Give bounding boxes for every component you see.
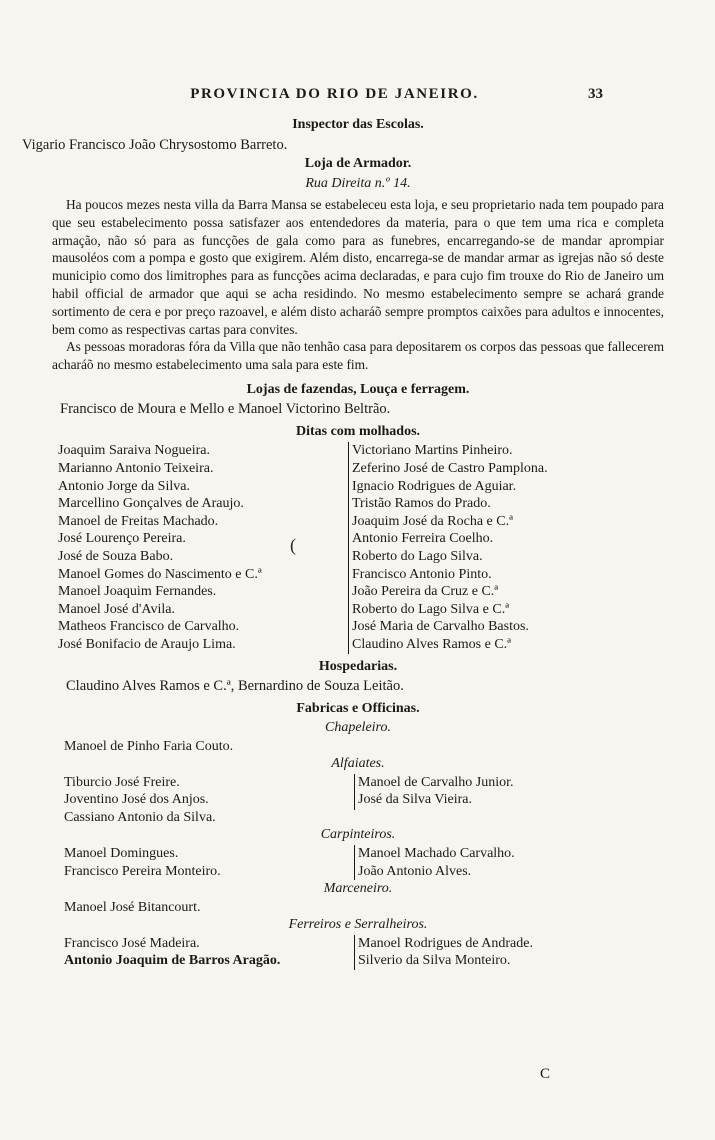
running-title: PROVINCIA DO RIO DE JANEIRO. (190, 86, 479, 102)
list-item: Claudino Alves Ramos e C.ª (352, 637, 512, 652)
lojas-fazendas-title: Lojas de fazendas, Louça e ferragem. (246, 381, 470, 397)
alfaiates-left-column (64, 774, 354, 827)
alfaiates-label: Alfaiates. (331, 756, 385, 772)
list-item: José Maria de Carvalho Bastos. (352, 619, 529, 635)
page-number: 33 (588, 86, 603, 102)
list-item: Joaquim Saraiva Nogueira. (58, 443, 211, 459)
list-item: Victoriano Martins Pinheiro. (352, 443, 513, 459)
carpinteiros-left-column (64, 845, 354, 880)
loja-armador-paragraph-2: As pessoas moradoras fóra da Villa que não tenhão casa para depositarem os corpos das pessoas que fallecerem acharáõ no mesmo estabelecimento uma sala para este fim. (52, 339, 664, 373)
list-item: Francisco Pereira Monteiro. (64, 863, 221, 879)
alfaiates-columns (52, 774, 664, 827)
loja-armador-title: Loja de Armador. (304, 156, 412, 171)
list-item: Matheos Francisco de Carvalho. (58, 619, 240, 635)
carpinteiros-right-column (354, 845, 515, 880)
ditas-molhados-right-column (348, 442, 664, 653)
bracket-mark: ( (290, 535, 296, 555)
page-header (0, 86, 715, 106)
inspector-name: Vigario Francisco João Chrysostomo Barreto. (22, 136, 288, 153)
loja-armador-paragraph-1: Ha poucos mezes nesta villa da Barra Mansa se estabeleceu esta loja, e seu proprietario nada tem poupado para que seu estabelecimento possa satisfazer aos entendedores da materia, para o que tem uma rica e completa armação, não só para as funcções de gala como para as funebres, encarregando-se de mandar aprompiar mausoléos com a pompa e gosto que exigirem. Além disto, encarrega-se de mandar armar as igrejas não só deste municipio como dos limitrophes para as funcções acima declaradas, e para cujo fim trouxe do Rio de Janeiro um habil official de armador que aqui se acha residindo. No mesmo estabelecimento sempre se achará grande sortimento de cera e por preço razoavel, e além disto acharáõ sempre promptos caixões para adultos e innocentes, bem como as respectivas cartas para convites. (52, 197, 664, 337)
ditas-molhados-columns (52, 442, 664, 653)
list-item: Manoel de Carvalho Junior. (358, 774, 514, 790)
list-item: Tristão Ramos do Prado. (352, 496, 491, 512)
ferreiros-left-column (64, 935, 354, 970)
list-item: Manoel de Freitas Machado. (58, 513, 219, 529)
list-item: Manoel José d'Avila. (58, 601, 175, 617)
list-item: José de Souza Babo. (58, 549, 174, 565)
list-item: José Lourenço Pereira. (58, 531, 186, 547)
list-item: Marcellino Gonçalves de Araujo. (58, 496, 244, 512)
hospedarias-title: Hospedarias. (318, 658, 398, 674)
list-item: Roberto do Lago Silva e C.ª (352, 601, 510, 617)
list-item: Francisco José Madeira. (64, 935, 200, 951)
list-item: Manoel Domingues. (64, 845, 179, 861)
hospedarias-line: Claudino Alves Ramos e C.ª, Bernardino de Souza Leitão. (66, 678, 404, 695)
page-body (22, 115, 664, 970)
list-item: Manoel Gomes do Nascimento e C.ª (58, 566, 262, 582)
list-item: Roberto do Lago Silva. (352, 549, 483, 565)
inspector-title: Inspector das Escolas. (292, 117, 424, 132)
marceneiro-label: Marceneiro. (323, 881, 393, 897)
ferreiros-columns (52, 935, 664, 970)
list-item: Ignacio Rodrigues de Aguiar. (352, 478, 517, 494)
ditas-molhados-title: Ditas com molhados. (295, 423, 421, 439)
ferreiros-right-column (354, 935, 533, 970)
carpinteiros-columns (52, 845, 664, 880)
carpinteiros-label: Carpinteiros. (320, 827, 396, 843)
list-item: Antonio Ferreira Coelho. (352, 531, 494, 547)
list-item: Manoel Machado Carvalho. (358, 845, 515, 861)
alfaiates-right-column (354, 774, 514, 810)
list-item: Marianno Antonio Teixeira. (58, 461, 214, 477)
fabricas-title: Fabricas e Officinas. (296, 700, 420, 716)
list-item: José Bonifacio de Araujo Lima. (58, 637, 236, 652)
list-item: Francisco Antonio Pinto. (352, 566, 492, 582)
loja-armador-address: Rua Direita n.º 14. (305, 175, 411, 191)
list-item: Antonio Jorge da Silva. (58, 478, 190, 494)
ferreiros-label: Ferreiros e Serralheiros. (288, 917, 428, 933)
list-item: Tiburcio José Freire. (64, 774, 180, 790)
list-item: Zeferino José de Castro Pamplona. (352, 461, 548, 477)
list-item: Joventino José dos Anjos. (64, 792, 209, 808)
list-item: João Antonio Alves. (358, 863, 472, 879)
list-item: Joaquim José da Rocha e C.ª (352, 513, 513, 529)
list-item: Manoel Joaquim Fernandes. (58, 584, 217, 600)
chapeleiro-line: Manoel de Pinho Faria Couto. (64, 738, 234, 754)
list-item: José da Silva Vieira. (358, 792, 472, 808)
marceneiro-line: Manoel José Bitancourt. (64, 899, 201, 915)
list-item: João Pereira da Cruz e C.ª (352, 584, 499, 600)
signature-mark: C (540, 1066, 551, 1082)
chapeleiro-label: Chapeleiro. (325, 720, 391, 736)
lojas-fazendas-line: Francisco de Moura e Mello e Manoel Victorino Beltrão. (60, 401, 391, 418)
ditas-molhados-left-column (58, 442, 348, 653)
list-item: Cassiano Antonio da Silva. (64, 809, 216, 825)
list-item: Silverio da Silva Monteiro. (358, 953, 511, 969)
list-item: Antonio Joaquim de Barros Aragão. (64, 953, 281, 969)
list-item: Manoel Rodrigues de Andrade. (358, 935, 533, 951)
